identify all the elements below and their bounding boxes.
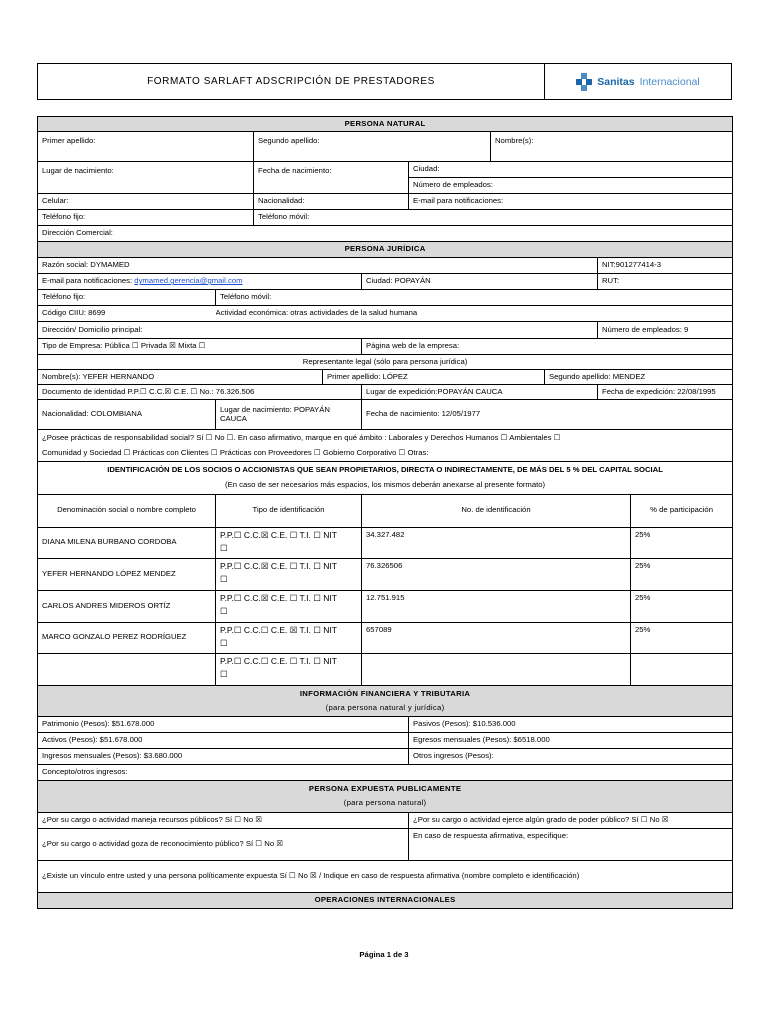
socio-nombre[interactable]: YEFER HERNANDO LÓPEZ MENDEZ [38,558,216,590]
socios-title: IDENTIFICACIÓN DE LOS SOCIOS O ACCIONISTAS QUE SEAN PROPIETARIOS, DIRECTA O INDIRECTAMENTE, DE MÁS DEL 5 % DEL CAPITAL SOCIAL [107,465,663,475]
juridica-tel-movil-field[interactable]: Teléfono móvil: [216,290,733,306]
socios-header-tipo: Tipo de identificación [216,494,362,527]
socios-header-numero: No. de identificación [362,494,631,527]
pep-reconocimiento-field[interactable]: ¿Por su cargo o actividad goza de reconocimiento público? Sí ☐ No ☒ [38,828,409,860]
logo-text-light: Internacional [639,75,700,88]
table-row [38,622,733,653]
socio-tipo-identificacion[interactable]: P.P.☐ C.C.☒ C.E. ☐ T.I. ☐ NIT ☐ [216,590,362,622]
pep-poder-publico-field[interactable]: ¿Por su cargo o actividad ejerce algún grado de poder público? Sí ☐ No ☒ [409,812,733,828]
section-socios [38,462,733,494]
socio-participacion[interactable]: 25% [631,527,733,558]
natural-tel-movil-field[interactable]: Teléfono móvil: [254,210,733,226]
rep-practicas-field[interactable] [38,430,733,462]
pep-vinculo-field[interactable]: ¿Existe un vínculo entre usted y una persona políticamente expuesta Sí ☐ No ☒ / Indique en caso de respuesta afirmativa (nombre completo e identificación) [38,860,733,892]
patrimonio-field[interactable]: Patrimonio (Pesos): $51.678.000 [38,716,409,732]
juridica-nit-field[interactable]: NIT:901277414-3 [598,258,733,274]
rep-lugar-nacimiento-field[interactable]: Lugar de nacimiento: POPAYÁN CAUCA [216,400,362,430]
table-row [38,590,733,622]
logo-text-bold: Sanitas [597,75,635,88]
socio-numero[interactable]: 34.327.482 [362,527,631,558]
egresos-field[interactable]: Egresos mensuales (Pesos): $6518.000 [409,732,733,748]
socios-header-participacion: % de participación [631,494,733,527]
table-row [38,653,733,685]
natural-tel-fijo-field[interactable]: Teléfono fijo: [38,210,254,226]
socio-nombre[interactable]: DIANA MILENA BURBANO CORDOBA [38,527,216,558]
juridica-email-field[interactable] [38,274,362,290]
natural-direccion-field[interactable]: Dirección Comercial: [38,226,733,242]
socio-nombre[interactable] [38,653,216,685]
socio-participacion[interactable] [631,653,733,685]
socio-tipo-identificacion[interactable]: P.P.☐ C.C.☐ C.E. ☒ T.I. ☐ NIT ☐ [216,622,362,653]
natural-lugar-nacimiento-field[interactable]: Lugar de nacimiento: [38,162,254,194]
juridica-direccion-field[interactable]: Dirección/ Domicilio principal: [38,322,598,339]
section-pep [38,780,733,812]
concepto-otros-ingresos-field[interactable]: Concepto/otros ingresos: [38,764,733,780]
juridica-pagina-web-field[interactable]: Página web de la empresa: [362,339,733,355]
juridica-razon-social-field[interactable]: Razón social: DYMAMED [38,258,598,274]
socio-numero[interactable]: 657089 [362,622,631,653]
otros-ingresos-field[interactable]: Otros ingresos (Pesos): [409,748,733,764]
juridica-rut-field[interactable]: RUT: [598,274,733,290]
rep-documento-field[interactable]: Documento de identidad P.P.☐ C.C.☒ C.E. ☐ No.: 76.326.506 [38,385,362,400]
juridica-email-link[interactable]: dymamed.gerencia@gmail.com [134,276,243,286]
socio-participacion[interactable]: 25% [631,558,733,590]
rep-nacionalidad-field[interactable]: Nacionalidad: COLOMBIANA [38,400,216,430]
sarlaft-form-table [37,116,733,909]
juridica-email-label: E-mail para notificaciones: [42,276,135,286]
socios-header-nombre: Denominación social o nombre completo [38,494,216,527]
socio-numero[interactable]: 12.751.915 [362,590,631,622]
socio-tipo-identificacion[interactable]: P.P.☐ C.C.☐ C.E. ☐ T.I. ☐ NIT ☐ [216,653,362,685]
form-header [37,63,732,100]
natural-segundo-apellido-field[interactable]: Segundo apellido: [254,132,491,162]
juridica-ciudad-field[interactable]: Ciudad: POPAYÁN [362,274,598,290]
socios-subtitle: (En caso de ser necesarios más espacios, los mismos deberán anexarse al presente formato) [225,479,546,489]
section-representante-legal: Representante legal (sólo para persona jurídica) [38,355,733,370]
financiera-subtitle: (para persona natural y jurídica) [325,702,445,712]
natural-fecha-nacimiento-field[interactable]: Fecha de nacimiento: [254,162,409,194]
pep-title: PERSONA EXPUESTA PUBLICAMENTE [308,784,462,794]
pasivos-field[interactable]: Pasivos (Pesos): $10.536.000 [409,716,733,732]
socio-participacion[interactable]: 25% [631,590,733,622]
juridica-ciiu-field[interactable]: Código CIIU: 8699 [38,306,216,322]
pep-subtitle: (para persona natural) [343,798,427,807]
sanitas-logo [545,64,731,99]
financiera-title: INFORMACIÓN FINANCIERA Y TRIBUTARIA [299,688,471,698]
pep-recursos-publicos-field[interactable]: ¿Por su cargo o actividad maneja recursos públicos? Sí ☐ No ☒ [38,812,409,828]
juridica-num-empleados-field[interactable]: Número de empleados: 9 [598,322,733,339]
natural-nombres-field[interactable]: Nombre(s): [491,132,733,162]
socio-numero[interactable] [362,653,631,685]
natural-email-field[interactable]: E-mail para notificaciones: [409,194,733,210]
natural-primer-apellido-field[interactable]: Primer apellido: [38,132,254,162]
rep-practicas-line-2: Comunidad y Sociedad ☐ Prácticas con Clientes ☐ Prácticas con Proveedores ☐ Gobierno Corporativo ☐ Otras: [42,447,429,457]
section-financiera [38,685,733,716]
rep-nombres-field[interactable]: Nombre(s): YEFER HERNANDO [38,370,323,385]
rep-fecha-expedicion-field[interactable]: Fecha de expedición: 22/08/1995 [598,385,733,400]
page-number: Página 1 de 3 [359,950,409,959]
section-persona-natural: PERSONA NATURAL [38,117,733,132]
activos-field[interactable]: Activos (Pesos): $51.678.000 [38,732,409,748]
pep-especifique-field[interactable]: En caso de respuesta afirmativa, especifique: [409,828,733,860]
juridica-tipo-empresa-field[interactable]: Tipo de Empresa: Pública ☐ Privada ☒ Mixta ☐ [38,339,362,355]
natural-celular-field[interactable]: Celular: [38,194,254,210]
rep-lugar-expedicion-field[interactable]: Lugar de expedición:POPAYÁN CAUCA [362,385,598,400]
rep-primer-apellido-field[interactable]: Primer apellido: LÓPEZ [323,370,545,385]
rep-segundo-apellido-field[interactable]: Segundo apellido: MENDEZ [545,370,733,385]
ingresos-field[interactable]: Ingresos mensuales (Pesos): $3.680.000 [38,748,409,764]
form-title: FORMATO SARLAFT ADSCRIPCIÓN DE PRESTADORES [38,64,545,99]
rep-practicas-line-1: ¿Posee prácticas de responsabilidad social? Sí ☐ No ☐. En caso afirmativo, marque en qué ámbito : Laborales y Derechos Humanos ☐ Ambientales ☐ [42,433,561,442]
natural-ciudad-field[interactable]: Ciudad: [409,162,733,178]
rep-fecha-nacimiento-field[interactable]: Fecha de nacimiento: 12/05/1977 [362,400,733,430]
section-persona-juridica: PERSONA JURÍDICA [38,242,733,258]
socio-nombre[interactable]: CARLOS ANDRES MIDEROS ORTÍZ [38,590,216,622]
section-operaciones-internacionales: OPERACIONES INTERNACIONALES [38,892,733,908]
socio-tipo-identificacion[interactable]: P.P.☐ C.C.☒ C.E. ☐ T.I. ☐ NIT ☐ [216,527,362,558]
socio-numero[interactable]: 76.326506 [362,558,631,590]
table-row [38,527,733,558]
socio-nombre[interactable]: MARCO GONZALO PEREZ RODRÍGUEZ [38,622,216,653]
socio-tipo-identificacion[interactable]: P.P.☐ C.C.☒ C.E. ☐ T.I. ☐ NIT ☐ [216,558,362,590]
juridica-actividad-field[interactable]: Actividad económica: otras actividades de la salud humana [216,306,733,322]
sanitas-logo-icon [576,73,592,91]
natural-nacionalidad-field[interactable]: Nacionalidad: [254,194,409,210]
juridica-tel-fijo-field[interactable]: Teléfono fijo: [38,290,216,306]
socio-participacion[interactable]: 25% [631,622,733,653]
table-row [38,558,733,590]
natural-num-empleados-field[interactable]: Número de empleados: [409,178,733,194]
